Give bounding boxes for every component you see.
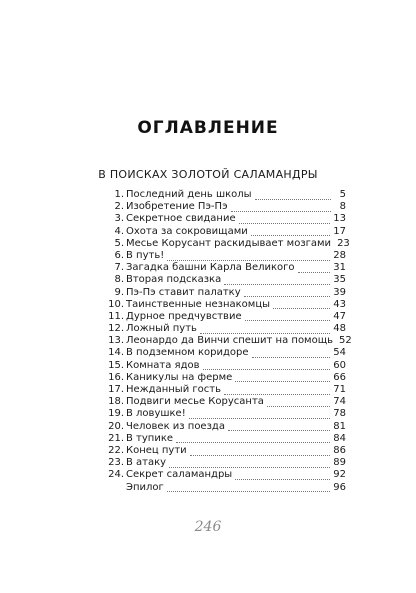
toc-dot-leader [245,312,331,321]
toc-dot-leader [167,483,330,492]
toc-entry-page: 78 [333,408,346,420]
toc-entry [108,262,346,274]
toc-entry [108,372,346,384]
toc-entry [108,201,346,213]
toc-entry-number: 1. [114,189,124,200]
toc-entry-page: 23 [337,237,350,249]
toc-entry-page: 31 [333,262,346,274]
toc-entry-page: 60 [333,359,346,371]
toc-entry-number: 7. [114,262,124,274]
toc-entry-page: 66 [333,371,346,383]
toc-entry-title: Изобретение Пэ-Пэ [126,201,228,213]
toc-entry-title: Последний день школы [126,189,252,200]
toc-entry-title: Загадка башни Карла Великого [126,262,295,274]
toc-entry-title: Вторая подсказка [126,274,222,286]
toc-entry-number: 14. [108,347,124,359]
toc-dot-leader [273,300,330,309]
toc-entry-title: В подземном коридоре [126,347,249,359]
toc-entry-title: Эпилог [126,481,164,493]
toc-entry-title: Нежданный гость [126,384,221,395]
toc-entry-page: 47 [333,310,346,322]
toc-entry [108,213,346,225]
toc-entry [108,237,350,250]
toc-dot-leader [224,276,330,285]
toc-dot-leader [235,471,330,480]
toc-entry [108,299,346,311]
toc-entry-page: 28 [333,249,346,261]
toc-entry-page: 35 [333,274,346,286]
toc-entry [108,457,346,469]
toc-entry-page: 81 [333,420,346,432]
toc-dot-leader [190,447,331,456]
toc-entry-title: Таинственные незнакомцы [126,298,271,310]
book-title: В ПОИСКАХ ЗОЛОТОЙ САЛАМАНДРЫ [98,168,318,181]
toc-entry-title: Леонардо да Винчи спешит на помощь [126,335,334,347]
page-number: 246 [194,519,222,535]
toc-entry-title: В атаку [126,457,167,469]
toc-entry-page: 74 [333,396,346,408]
toc-dot-leader [267,398,330,407]
toc-entry-title: Секретное свидание [126,213,236,225]
toc-dot-leader [235,373,330,382]
toc-entry-page: 39 [333,286,346,298]
toc-entry [108,384,346,396]
toc-entry-number: 3. [114,213,124,225]
toc-entry-number: 20. [108,420,124,432]
toc-entry-page: 71 [333,384,346,395]
toc-entry-page: 89 [333,457,346,469]
toc-entry [108,445,346,457]
toc-entry-page: 48 [333,323,346,335]
toc-entry-number: 19. [108,408,124,420]
toc-dot-leader [176,434,330,443]
toc-entry-number: 21. [108,432,124,444]
toc-dot-leader [252,349,331,358]
toc-entry [108,250,346,262]
toc-entry [108,226,346,238]
toc-dot-leader [189,410,331,419]
toc-list [108,189,352,494]
toc-entry [108,323,346,335]
toc-entry-number: 11. [108,310,124,322]
toc-entry-number: 8. [114,274,124,286]
toc-entry [108,287,346,299]
toc-entry-title: Пэ-Пэ ставит палатку [126,286,241,298]
toc-entry-page: 43 [333,298,346,310]
toc-dot-leader [251,227,330,236]
toc-entry-number: 24. [108,469,124,481]
toc-entry-page: 13 [333,213,346,225]
toc-dot-leader [203,361,331,370]
toc-entry [108,396,346,408]
toc-entry-title: Месье Корусант раскидывает мозгами [126,237,332,249]
toc-dot-leader [228,422,330,431]
toc-entry-number: 9. [114,286,124,298]
toc-entry-title: Конец пути [126,444,187,456]
toc-entry-title: В путь! [126,249,165,261]
toc-entry [108,335,352,347]
toc-entry-page: 52 [339,335,352,347]
toc-entry-page: 92 [333,469,346,481]
toc-entry-number: 16. [108,371,124,383]
toc-entry-number: 10. [108,298,124,310]
toc-entry [108,421,346,433]
toc-entry-number: 23. [108,457,124,469]
toc-entry-title: Человек из поезда [126,420,225,432]
toc-entry-number: 18. [108,396,124,408]
toc-entry [108,482,346,494]
toc-dot-leader [231,203,331,212]
toc-dot-leader [244,288,331,297]
toc-entry-page: 8 [339,201,346,213]
toc-entry-title: Охота за сокровищами [126,225,248,237]
toc-entry-title: Ложный путь [126,323,197,335]
toc-entry [108,469,346,481]
toc-dot-leader [169,459,330,468]
toc-entry-page: 86 [333,444,346,456]
toc-entry [108,433,346,445]
toc-entry-page: 54 [333,347,346,359]
toc-entry-title: Каникулы на ферме [126,371,233,383]
toc-entry-page: 17 [333,225,346,237]
toc-entry-number: 15. [108,359,124,371]
toc-heading: ОГЛАВЛЕНИЕ [137,118,279,138]
toc-entry-page: 5 [339,189,346,200]
toc-dot-leader [239,215,331,224]
toc-entry-title: В ловушке! [126,408,186,420]
toc-entry-title: Дурное предчувствие [126,310,242,322]
toc-entry-page: 84 [333,432,346,444]
toc-dot-leader [298,264,331,273]
toc-entry-number: 12. [108,323,124,335]
toc-entry-page: 96 [333,481,346,493]
toc-entry-number: 5. [114,237,124,249]
toc-entry-number: 13. [108,335,124,347]
toc-entry [108,408,346,420]
toc-dot-leader [200,325,330,334]
toc-entry-number: 4. [114,225,124,237]
toc-dot-leader [167,252,330,261]
toc-dot-leader [224,386,330,395]
toc-entry-title: Подвиги месье Корусанта [126,396,264,408]
toc-entry [108,311,346,323]
toc-entry-number: 6. [114,249,124,261]
toc-entry-number: 22. [108,444,124,456]
toc-entry [108,360,346,372]
toc-entry-title: В тупике [126,432,174,444]
toc-entry-number: 2. [114,201,124,213]
toc-dot-leader [255,191,331,200]
toc-entry-number: 17. [108,384,124,395]
toc-entry-title: Комната ядов [126,359,200,371]
toc-entry [108,189,346,201]
toc-entry [108,347,346,359]
toc-entry-title: Секрет саламандры [126,469,233,481]
toc-entry [108,274,346,286]
